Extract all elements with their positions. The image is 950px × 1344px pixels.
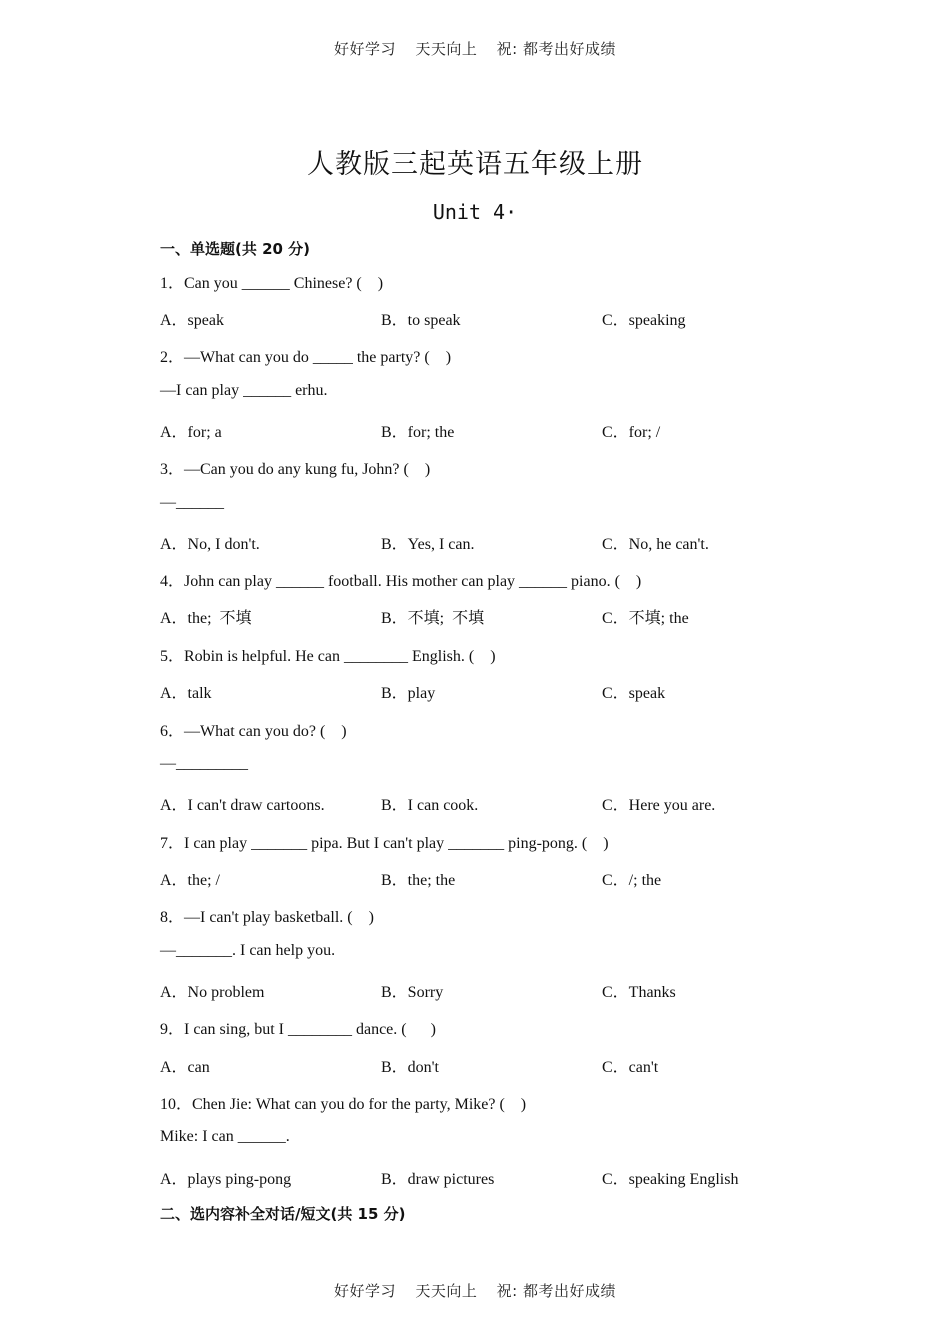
question-6-stem: 6．—What can you do? ( ) (160, 723, 347, 740)
question-6-options (160, 792, 820, 814)
question-7-options (160, 867, 820, 889)
question-8-stem: 8．—I can't play basketball. ( ) (160, 909, 374, 926)
question-3-option-a: A．No, I don't. (160, 536, 260, 553)
question-4-option-b: B．不填; 不填 (381, 610, 485, 627)
footer-motto-1: 好好学习 (334, 1282, 397, 1300)
question-5-stem: 5．Robin is helpful. He can ________ English. ( ) (160, 648, 496, 665)
header-motto-2: 天天向上 (415, 40, 478, 58)
question-8-option-c: C．Thanks (602, 984, 676, 1001)
question-9-stem: 9．I can sing, but I ________ dance. ( ) (160, 1021, 436, 1038)
question-5-option-a: A．talk (160, 685, 212, 702)
question-4-option-a: A．the; 不填 (160, 610, 252, 627)
question-5-options (160, 680, 820, 702)
question-2-options (160, 419, 820, 441)
question-2-option-a: A．for; a (160, 424, 222, 441)
question-10-option-a: A．plays ping-pong (160, 1171, 292, 1188)
section-heading-dialogue-completion: 二、选内容补全对话/短文(共 15 分) (160, 1205, 406, 1223)
question-10-stem: 10．Chen Jie: What can you do for the party, Mike? ( ) (160, 1096, 527, 1113)
question-8-option-b: B．Sorry (381, 984, 444, 1001)
question-2-option-b: B．for; the (381, 424, 455, 441)
question-1-option-a: A．speak (160, 312, 224, 329)
question-3-options (160, 531, 820, 553)
question-5-option-c: C．speak (602, 685, 666, 702)
question-10-options (160, 1166, 820, 1188)
question-10-option-c: C．speaking English (602, 1171, 739, 1188)
question-4-stem: 4．John can play ______ football. His mother can play ______ piano. ( ) (160, 573, 642, 590)
question-6-option-c: C．Here you are. (602, 797, 716, 814)
question-3-option-b: B．Yes, I can. (381, 536, 475, 553)
footer-motto-2: 天天向上 (415, 1282, 478, 1300)
question-8-line-2: —_______. I can help you. (160, 942, 336, 959)
section-heading-single-choice: 一、单选题(共 20 分) (160, 240, 311, 258)
question-5-option-b: B．play (381, 685, 436, 702)
question-2-option-c: C．for; / (602, 424, 661, 441)
question-1-option-b: B．to speak (381, 312, 461, 329)
footer-motto-3: 祝: 都考出好成绩 (496, 1282, 616, 1300)
question-3-option-c: C．No, he can't. (602, 536, 709, 553)
question-8-options (160, 979, 820, 1001)
question-3-line-2: —______ (160, 494, 224, 511)
question-7-stem: 7．I can play _______ pipa. But I can't play _______ ping-pong. ( ) (160, 835, 609, 852)
question-10-option-b: B．draw pictures (381, 1171, 495, 1188)
question-9-option-b: B．don't (381, 1059, 440, 1076)
header-motto-1: 好好学习 (334, 40, 397, 58)
question-9-options (160, 1054, 820, 1076)
question-2-stem: 2．—What can you do _____ the party? ( ) (160, 349, 452, 366)
question-9-option-a: A．can (160, 1059, 210, 1076)
question-2-line-2: —I can play ______ erhu. (160, 382, 328, 399)
page-header (0, 38, 950, 59)
question-10-line-2: Mike: I can ______. (160, 1128, 290, 1145)
question-8-option-a: A．No problem (160, 984, 265, 1001)
question-6-option-a: A．I can't draw cartoons. (160, 797, 325, 814)
question-4-options (160, 605, 820, 627)
header-motto-3: 祝: 都考出好成绩 (496, 40, 616, 58)
question-7-option-b: B．the; the (381, 872, 456, 889)
question-1-stem: 1．Can you ______ Chinese? ( ) (160, 275, 384, 292)
question-7-option-a: A．the; / (160, 872, 220, 889)
question-3-stem: 3．—Can you do any kung fu, John? ( ) (160, 461, 431, 478)
question-7-option-c: C．/; the (602, 872, 662, 889)
question-1-option-c: C．speaking (602, 312, 686, 329)
document-title: 人教版三起英语五年级上册 (307, 149, 643, 180)
question-4-option-c: C．不填; the (602, 610, 689, 627)
page-footer (0, 1280, 950, 1301)
unit-subtitle: Unit 4· (432, 200, 518, 224)
question-1-options (160, 307, 820, 329)
question-6-line-2: —_________ (160, 755, 248, 772)
question-6-option-b: B．I can cook. (381, 797, 479, 814)
question-9-option-c: C．can't (602, 1059, 659, 1076)
